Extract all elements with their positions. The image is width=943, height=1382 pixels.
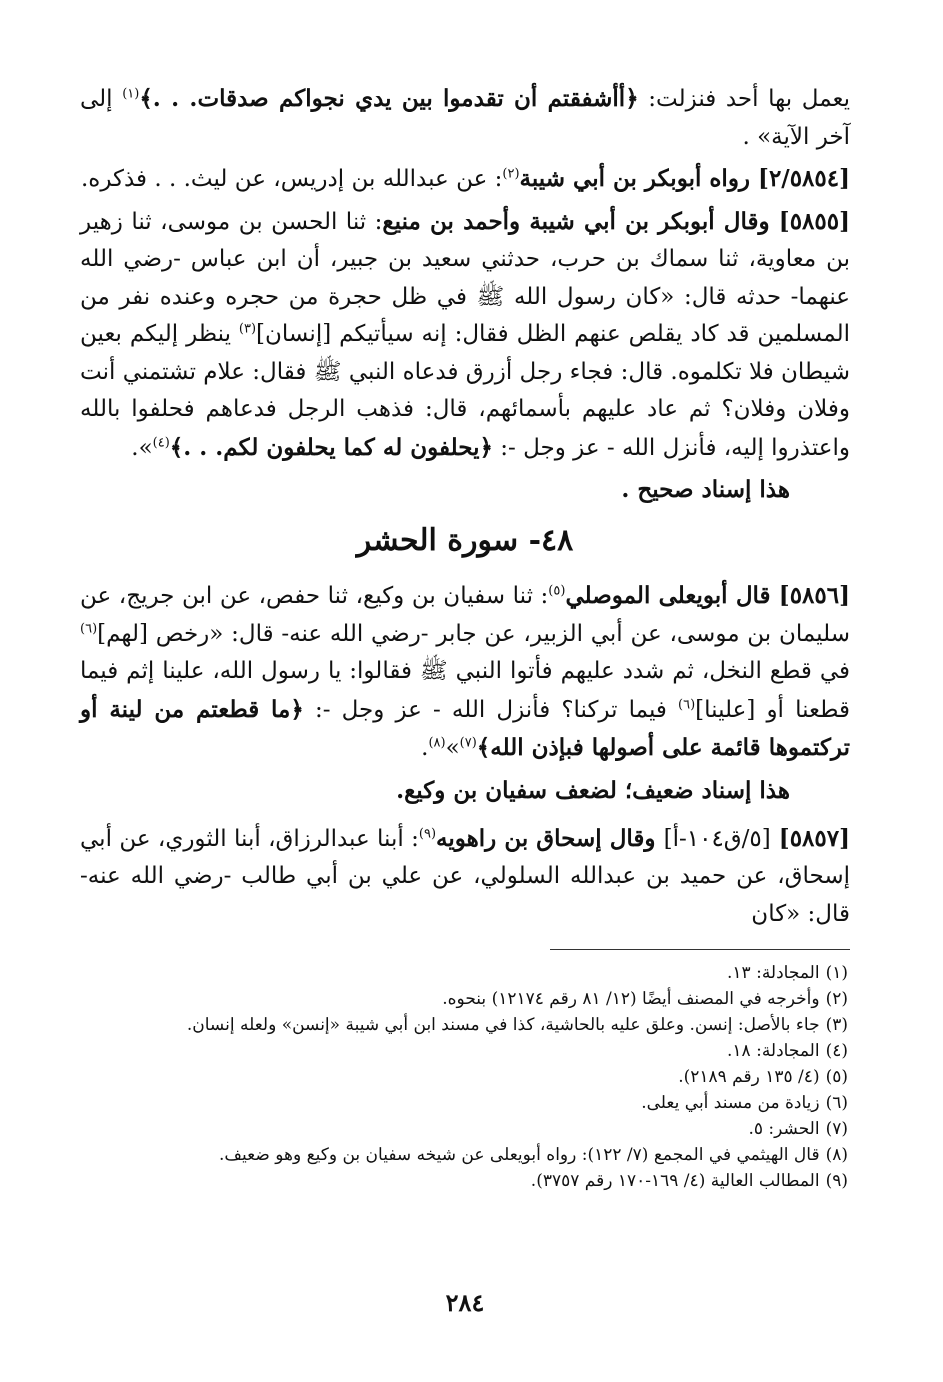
footnote-4: [80, 1038, 850, 1064]
footnote-separator: [550, 949, 850, 950]
hadith-heading: وقال إسحاق بن راهويه: [436, 824, 664, 852]
footnotes: [80, 960, 850, 1194]
footnote-ref: (٩): [418, 825, 437, 841]
footnote-text: زيادة من مسند أبي يعلى.: [641, 1093, 820, 1113]
text: .: [421, 735, 429, 761]
hadith-5855: [80, 203, 850, 468]
footnote-number: (٩): [825, 1171, 848, 1191]
footnote-2: [80, 986, 850, 1012]
footnote-text: المجادلة: ١٨.: [727, 1041, 820, 1061]
footnote-number: (٨): [825, 1145, 848, 1165]
text: »: [445, 735, 460, 761]
text: : ثنا الحسن بن موسى، ثنا زهير بن معاوية، ثنا سماك بن حرب، حدثني سعيد بن جبير، أن ابن عباس -رضي الله عنهما- حدثه قال: «كان رسول الله ﷺ في ظل حجرة من حجره وعنده نفر من المسلمين قد كاد يقلص عنهم الظل فقال: إنه سيأتيكم [إنسان]: [80, 208, 850, 347]
footnote-number: (٥): [825, 1067, 848, 1087]
footnote-number: (٦): [825, 1093, 848, 1113]
manuscript-ref: [٥/ق١٠٤-أ]: [663, 825, 771, 852]
footnote-7: [80, 1116, 850, 1142]
isnad-verdict: هذا إسناد ضعيف؛ لضعف سفيان بن وكيع.: [396, 776, 790, 804]
text: في قطع النخل، ثم شدد عليهم فأتوا النبي ﷺ فقالوا: يا رسول الله، علينا إثم فيما قطعنا أو [علينا]: [80, 658, 850, 723]
footnote-number: (٧): [825, 1119, 848, 1139]
quran-verse: ﴿أأشفقتم أن تقدموا بين يدي نجواكم صدقات. . .﴾: [139, 85, 639, 112]
hadith-5856: [80, 577, 850, 768]
isnad-verdict: هذا إسناد صحيح .: [621, 476, 790, 503]
quran-verse: ﴿يحلفون له كما يحلفون لكم. . .﴾: [169, 433, 493, 461]
book-page: [80, 80, 850, 1320]
footnote-3: [80, 1012, 850, 1038]
footnote-5: [80, 1064, 850, 1090]
footnote-text: جاء بالأصل: إنسن. وعلق عليه بالحاشية، كذا في مسند ابن أبي شيبة «إنسن» ولعله إنسان.: [186, 1015, 820, 1035]
text: يعمل بها أحد فنزلت:: [638, 86, 850, 112]
footnote-number: (١): [825, 963, 848, 983]
hadith-heading: [٥٨٥٥] وقال أبوبكر بن أبي شيبة وأحمد بن منيع: [382, 207, 850, 235]
hadith-5854: [80, 160, 850, 199]
footnote-ref: (٦): [678, 696, 696, 712]
text: : أبنا عبدالرزاق، أبنا الثوري، عن أبي إسحاق، عن حميد بن عبدالله السلولي، عن علي بن أبي طالب -رضي الله عنه- قال: «كان: [80, 825, 850, 927]
hadith-heading: [٥٨٥٧]: [770, 824, 850, 852]
footnote-text: قال الهيثمي في المجمع (٧/ ١٢٢): رواه أبويعلى عن شيخه سفيان بن وكيع وهو ضعيف.: [219, 1145, 820, 1165]
footnote-number: (٣): [825, 1015, 848, 1035]
text: : ثنا سفيان بن وكيع، ثنا حفص، عن ابن جريج، عن سليمان بن موسى، عن أبي الزبير، عن جابر -رضي الله عنه- قال: «رخص [لهم]: [80, 583, 850, 647]
footnote-ref: (٦): [80, 620, 98, 636]
footnote-number: (٤): [825, 1041, 848, 1061]
paragraph-continuation: [80, 80, 850, 156]
footnote-1: [80, 960, 850, 986]
text: فيما تركنا؟ فأنزل الله - عز وجل -:: [303, 696, 679, 723]
chapter-title: ٤٨- سورة الحشر: [356, 523, 574, 558]
footnote-text: وأخرجه في المصنف أيضًا (١٢/ ٨١ رقم ١٢١٧٤) بنحوه.: [442, 989, 820, 1009]
footnote-ref: (٣): [238, 321, 257, 337]
footnote-number: (٢): [825, 989, 848, 1009]
hadith-heading: [٢/٥٨٥٤] رواه أبوبكر بن أبي شيبة: [519, 165, 850, 192]
footnote-9: [80, 1168, 850, 1194]
text: ينظر إليكم بعين شيطان فلا تكلموه. قال: فجاء رجل أزرق فدعاه النبي ﷺ فقال: علام تشتمني أنت وفلان وفلان؟ ثم عاد عليهم بأسمائهم، قال: فذهب الرجل فدعاهم فحلفوا بالله واعتذروا إليه، فأنزل الله - عز وجل -:: [80, 321, 850, 461]
footnote-text: الحشر: ٥.: [748, 1119, 820, 1139]
text: ».: [131, 434, 153, 461]
hadith-heading: [٥٨٥٦] قال أبويعلى الموصلي: [565, 582, 850, 609]
footnote-text: (٤/ ١٣٥ رقم ٢١٨٩).: [678, 1067, 820, 1087]
footnote-text: المطالب العالية (٤/ ١٦٩-١٧٠ رقم ٣٧٥٧).: [530, 1171, 820, 1191]
footnote-ref: (٤): [152, 434, 170, 450]
footnote-ref: (١): [122, 86, 140, 102]
footnote-text: المجادلة: ١٣.: [727, 963, 820, 983]
page-number: ٢٨٤: [445, 1288, 485, 1317]
footnote-ref: (٧): [459, 735, 477, 751]
quran-verse: ﴿ما قطعتم من لينة أو تركتموها قائمة على أصولها فبإذن الله﴾: [80, 695, 850, 761]
footnote-ref: (٢): [502, 166, 520, 182]
text: إلى آخر الآية» .: [80, 86, 850, 150]
hadith-5857: [80, 820, 850, 934]
footnote-ref: (٥): [548, 583, 566, 599]
footnote-8: [80, 1142, 850, 1168]
footnote-6: [80, 1090, 850, 1116]
text: : عن عبدالله بن إدريس، عن ليث. . . فذكره.: [80, 166, 503, 192]
footnote-ref: (٨): [428, 735, 446, 751]
